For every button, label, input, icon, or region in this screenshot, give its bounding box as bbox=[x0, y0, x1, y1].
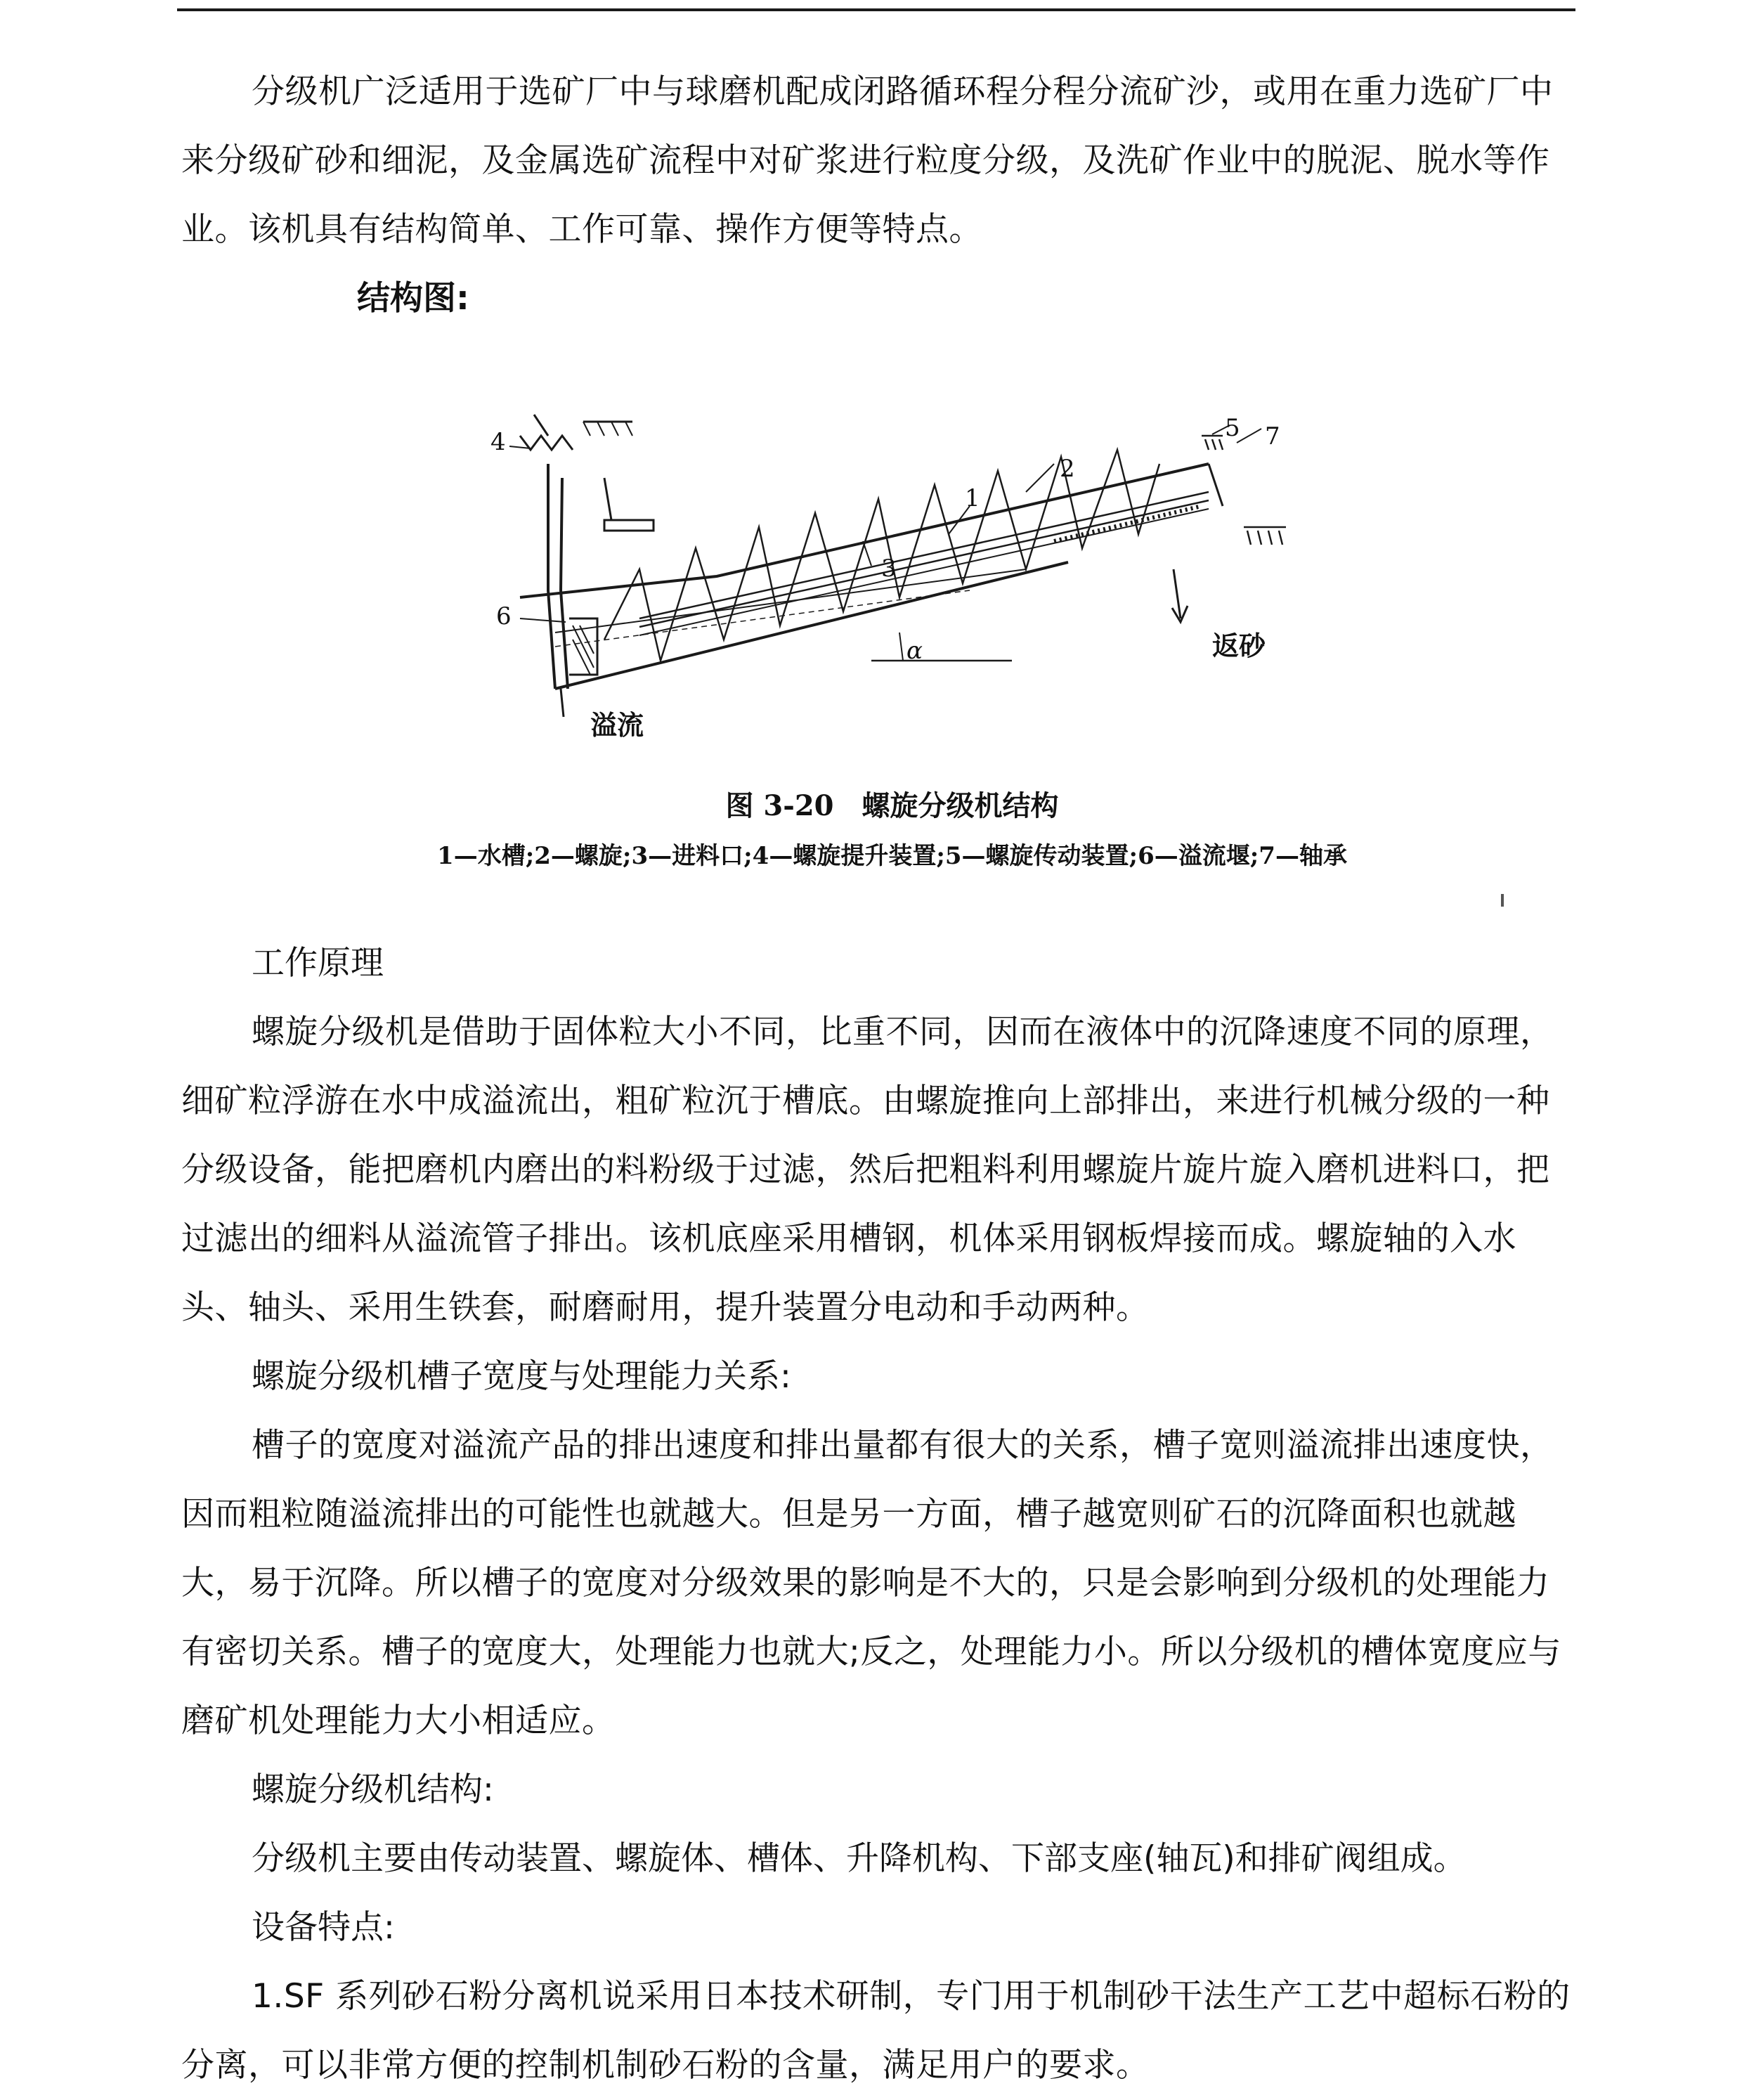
figure-title: 图 3-20 螺旋分级机结构 bbox=[725, 789, 1059, 822]
label-return-sand: 返砂 bbox=[1212, 630, 1266, 661]
scan-mark bbox=[1501, 894, 1504, 907]
feature-1: 1.SF 系列砂石粉分离机说采用日本技术研制，专门用于机制砂干法生产工艺中超标石粉的分离，可以非常方便的控制机制砂石粉的含量，满足用户的要求。 bbox=[181, 1977, 1571, 2085]
bearing bbox=[1244, 527, 1286, 545]
trough-inner-wall bbox=[561, 478, 568, 689]
width-heading: 螺旋分级机槽子宽度与处理能力关系: bbox=[252, 1357, 791, 1396]
spiral-shaft-1 bbox=[639, 492, 1209, 618]
label-3: 3 bbox=[881, 555, 897, 583]
structure-heading: 螺旋分级机结构: bbox=[252, 1770, 494, 1809]
label-4: 4 bbox=[490, 428, 506, 456]
feed-inlet bbox=[604, 520, 654, 531]
features-heading: 设备特点: bbox=[252, 1908, 395, 1947]
angle-arc bbox=[899, 633, 903, 661]
label-alpha: α bbox=[906, 637, 923, 665]
label-2: 2 bbox=[1060, 455, 1075, 483]
label-6: 6 bbox=[496, 602, 512, 630]
trough-bottom bbox=[555, 562, 1068, 689]
water-line bbox=[555, 569, 1026, 633]
principle-paragraph: 螺旋分级机是借助于固体粒大小不同，比重不同，因而在液体中的沉降速度不同的原理，细矿粒浮游在水中成溢流出，粗矿粒沉于槽底。由螺旋推向上部排出，来进行机械分级的一种分级设备，能把磨机内磨出的料粉级于过滤，然后把粗料利用螺旋片旋片旋入磨机进料口，把过滤出的细料从溢流管子排出。该机底座采用槽钢，机体采用钢板焊接而成。螺旋轴的入水头、轴头、采用生铁套，耐磨耐用，提升装置分电动和手动两种。 bbox=[181, 1013, 1554, 1327]
structure-diagram-heading: 结构图: bbox=[357, 279, 469, 318]
drive-device bbox=[1209, 464, 1223, 506]
width-paragraph: 槽子的宽度对溢流产品的排出速度和排出量都有很大的关系，槽子宽则溢流排出速度快，因而粗粒随溢流排出的可能性也就越大。但是另一方面，槽子越宽则矿石的沉降面积也就越大，易于沉降。所以槽子的宽度对分级效果的影响是不大的，只是会影响到分级机的处理能力有密切关系。槽子的宽度大，处理能力也就大;反之，处理能力小。所以分级机的槽体宽度应与磨矿机处理能力大小相适应。 bbox=[181, 1426, 1561, 1740]
figure-legend: 1—水槽;2—螺旋;3—进料口;4—螺旋提升装置;5—螺旋传动装置;6—溢流堰;7—轴承 bbox=[437, 842, 1347, 870]
label-7: 7 bbox=[1265, 422, 1280, 451]
spiral-classifier-diagram bbox=[478, 408, 1321, 759]
label-1: 1 bbox=[965, 484, 980, 512]
intro-paragraph: 分级机广泛适用于选矿厂中与球磨机配成闭路循环程分程分流矿沙，或用在重力选矿厂中来分级矿砂和细泥，及金属选矿流程中对矿浆进行粒度分级，及洗矿作业中的脱泥、脱水等作业。该机具有结构简单、工作可靠、操作方便等特点。 bbox=[181, 72, 1554, 249]
header-rule bbox=[177, 8, 1575, 11]
overflow-arrow bbox=[561, 689, 564, 717]
label-5: 5 bbox=[1225, 414, 1240, 442]
principle-heading: 工作原理 bbox=[252, 944, 384, 983]
structure-paragraph: 分级机主要由传动装置、螺旋体、槽体、升降机构、下部支座(轴瓦)和排矿阀组成。 bbox=[252, 1839, 1467, 1878]
trough-left-wall bbox=[548, 464, 555, 689]
label-overflow: 溢流 bbox=[590, 709, 644, 741]
